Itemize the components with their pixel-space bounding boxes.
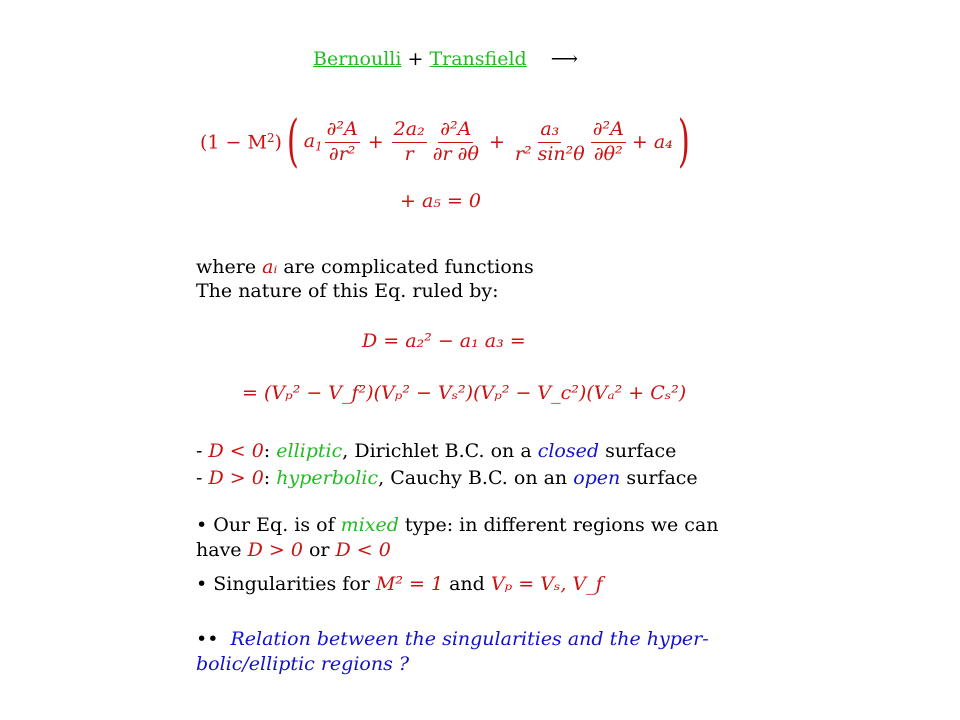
heading-plus: + [407,48,424,70]
hyperbolic-term: hyperbolic [276,467,379,489]
eq-frac-2b: $\frac{\text{∂²A}}{\partial r \partial\theta}$ [432,117,479,165]
eq-coef-a1: $a_1$ [303,130,323,154]
bullet-relation: •• Relation between the singularities and the hyper- [196,628,709,650]
bullet-mixed-type: • Our Eq. is of mixed type: in different regions we can [196,514,719,536]
case-hyperbolic: - D > 0: hyperbolic, Cauchy B.C. on an open surface [196,467,698,489]
where-line-1: where aᵢ are complicated functions [196,256,534,278]
d-definition: D = a₂² − a₁ a₃ = [362,330,526,352]
elliptic-term: elliptic [276,440,343,462]
transfield-link[interactable]: Transfield [429,48,527,70]
bullet-mixed-type-line-2: have D > 0 or D < 0 [196,539,391,561]
d-expansion: = (Vₚ² − V_f²)(Vₚ² − Vₛ²)(Vₚ² − V_c²)(Vₐ² + Cₛ²) [242,382,687,404]
eq-plus-1: + [367,131,384,153]
where-line-2: The nature of this Eq. ruled by: [196,280,499,302]
eq-open-paren: ( [286,108,299,174]
heading [313,48,578,70]
equation-line-2: + a₅ = 0 [400,190,481,212]
eq-frac-2: $\frac{\text{2a₂}}{r}$ [393,117,425,165]
arrow-symbol: ⟶ [550,48,578,70]
bullet-relation-line-2: bolic/elliptic regions ? [196,653,410,675]
eq-plus-2: + [488,131,505,153]
open-term: open [573,467,621,489]
var-ai: aᵢ [262,256,278,278]
eq-frac-3: $\frac{\text{a₃}}{\text{r² sin²θ}}$ [514,117,585,165]
eq-frac-3b: $\frac{\text{∂²A}}{\text{∂θ²}}$ [592,117,624,165]
eq-frac-1: $\frac{\text{∂²A}}{\text{∂r²}}$ [326,117,358,165]
case-elliptic: - D < 0: elliptic, Dirichlet B.C. on a closed surface [196,440,677,462]
bullet-singularities: • Singularities for M² = 1 and Vₚ = Vₛ, V_f [196,573,603,595]
bernoulli-link[interactable]: Bernoulli [313,48,402,70]
eq-term-a4: + a₄ [631,131,673,153]
eq-prefix: $(1 - M^2)$ [200,130,282,154]
mixed-term: mixed [340,514,399,536]
equation-line-1 [200,108,695,174]
closed-term: closed [537,440,600,462]
eq-close-paren: ) [677,108,690,174]
